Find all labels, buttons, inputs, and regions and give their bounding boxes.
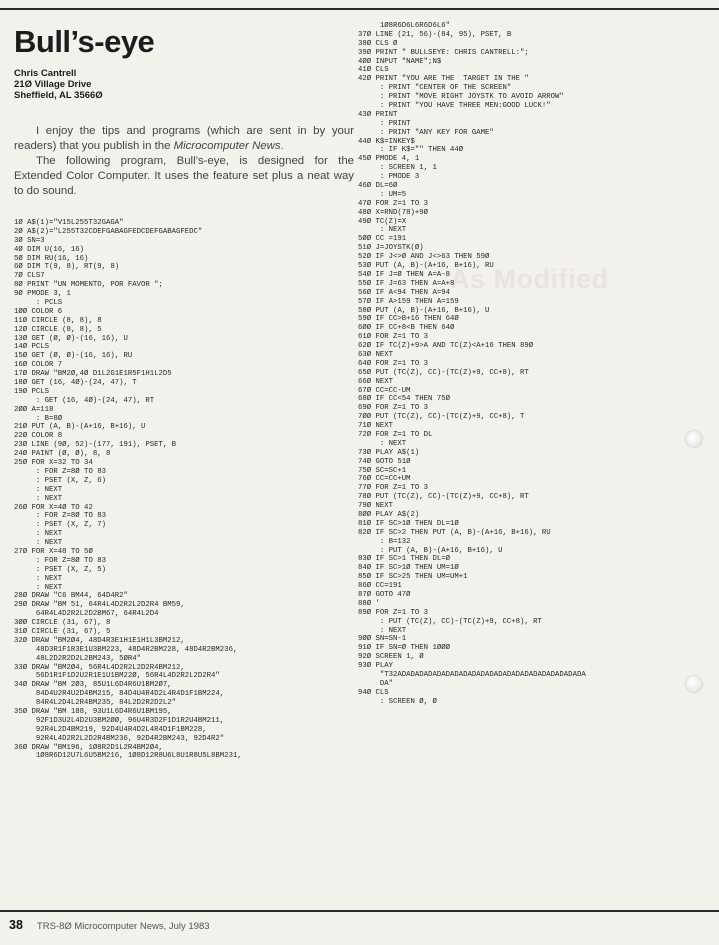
code-line: : NEXT bbox=[358, 226, 407, 235]
code-line: 2ØØ A=118 bbox=[14, 405, 54, 414]
code-line: 37Ø LINE (21, 56)-(84, 95), PSET, B bbox=[358, 30, 512, 39]
code-line: 48D3R1F1R3E1U3BM223, 48D4R2BM228, 48D4R2BM236, bbox=[14, 645, 238, 654]
page-footer bbox=[9, 918, 210, 932]
code-line: 36Ø DRAW "BM196, 1Ø8R2D1L2R4BM2Ø4, bbox=[14, 743, 163, 752]
code-line: 45Ø PMODE 4, 1 bbox=[358, 155, 420, 164]
code-line: 38Ø CLS Ø bbox=[358, 39, 398, 48]
code-line: 19Ø PCLS bbox=[14, 387, 50, 396]
code-line: 39Ø PRINT " BULLSEYE: CHRIS CANTRELL:"; bbox=[358, 48, 529, 57]
code-line: : NEXT bbox=[14, 530, 63, 539]
code-line: 65Ø PUT (TC(Z), CC)-(TC(Z)+9, CC+8), RT bbox=[358, 368, 529, 377]
code-line: : SCREEN 1, 1 bbox=[358, 164, 437, 173]
code-line: : UM=5 bbox=[358, 190, 407, 199]
code-line: 84D4U2R4U2D4BM215, 84D4U4R4D2L4R4D1F1BM224, bbox=[14, 690, 225, 699]
code-line: 8Ø PRINT "UN MOMENTO, POR FAVOR "; bbox=[14, 281, 163, 290]
code-line: 82Ø IF SC>2 THEN PUT (A, B)-(A+16, B+16), RU bbox=[358, 528, 551, 537]
bottom-rule bbox=[0, 910, 719, 912]
code-line: : PSET (X, Z, 7) bbox=[14, 521, 106, 530]
code-line: 64Ø FOR Z=1 TO 3 bbox=[358, 359, 429, 368]
code-line: 81Ø IF SC>1Ø THEN DL=1Ø bbox=[358, 519, 459, 528]
code-line: 75Ø SC=SC+1 bbox=[358, 466, 407, 475]
code-line: 93Ø PLAY bbox=[358, 662, 394, 671]
code-line: 55Ø IF J=63 THEN A=A+8 bbox=[358, 279, 455, 288]
program-listing-left bbox=[14, 219, 354, 761]
code-line: 9Ø PMODE 3, 1 bbox=[14, 290, 71, 299]
code-line: 68Ø IF CC<54 THEN 75Ø bbox=[358, 395, 450, 404]
code-line: 79Ø NEXT bbox=[358, 502, 394, 511]
code-line: 31Ø CIRCLE (31, 67), 5 bbox=[14, 627, 111, 636]
code-line: 74Ø GOTO 51Ø bbox=[358, 457, 411, 466]
right-column bbox=[358, 22, 708, 707]
code-line: 84Ø IF SC>1Ø THEN UM=1Ø bbox=[358, 564, 459, 573]
code-line: 43Ø PRINT bbox=[358, 110, 398, 119]
code-line: 67Ø CC=CC-UM bbox=[358, 386, 411, 395]
code-line: 35Ø DRAW "BM 188, 93U1L6D4R6U1BM195, bbox=[14, 707, 172, 716]
code-line: 92F1D3U2L4D2U3BM2ØØ, 96U4R3D2F1D1R2U4BM211, bbox=[14, 716, 225, 725]
code-line: 92R4L4D2R2L2D2R4BM236, 92D4R2BM243, 92D4R2" bbox=[14, 734, 225, 743]
author-block bbox=[14, 68, 354, 101]
author-street: 21Ø Village Drive bbox=[14, 79, 92, 90]
code-line: 54Ø IF J=Ø THEN A=A-8 bbox=[358, 270, 450, 279]
code-line: 42Ø PRINT "YOU ARE THE TARGET IN THE " bbox=[358, 75, 529, 84]
code-line: 6Ø DIM T(9, 8), RT(9, 8) bbox=[14, 263, 120, 272]
code-line: : GET (16, 4Ø)-(24, 47), RT bbox=[14, 396, 155, 405]
code-line: : PRINT bbox=[358, 119, 411, 128]
program-listing-right bbox=[358, 22, 708, 707]
code-line: "T32ADADADADADADADADADADADADADADADADADADADADADA bbox=[358, 671, 586, 680]
code-line: 29Ø DRAW "BM 51, 64R4L4D2R2L2D2R4 BM59, bbox=[14, 601, 185, 610]
code-line: 66Ø NEXT bbox=[358, 377, 394, 386]
code-line: 4Ø DIM U(16, 16) bbox=[14, 245, 85, 254]
code-line: : PRINT "MOVE RIGHT JOYSTK TO AVOID ARROW" bbox=[358, 93, 564, 102]
code-line: 9ØØ SN=SN-1 bbox=[358, 635, 407, 644]
code-line: 14Ø PCLS bbox=[14, 343, 50, 352]
code-line: : PRINT "CENTER OF THE SCREEN" bbox=[358, 84, 512, 93]
code-line: 69Ø FOR Z=1 TO 3 bbox=[358, 404, 429, 413]
code-line: 3ØØ CIRCLE (31, 67), 8 bbox=[14, 619, 111, 628]
code-line: 1Ø A$(1)="V15L255T32GAGA" bbox=[14, 219, 124, 227]
intro-paragraph: I enjoy the tips and programs (which are sent in by your readers) that you publish in the Microcomputer News. bbox=[14, 125, 354, 152]
code-line: 56Ø IF A<94 THEN A=94 bbox=[358, 288, 450, 297]
code-line: : NEXT bbox=[14, 583, 63, 592]
code-line: 7ØØ PUT (TC(Z), CC)-(TC(Z)+9, CC+8), T bbox=[358, 413, 525, 422]
code-line: 61Ø FOR Z=1 TO 3 bbox=[358, 333, 429, 342]
code-line: 91Ø IF SN=Ø THEN 1ØØØ bbox=[358, 644, 450, 653]
description-paragraph: The following program, Bull’s-eye, is designed for the Extended Color Computer. It uses the feature set plus a neat way to do sound. bbox=[14, 155, 354, 197]
code-line: 25Ø FOR X=32 TO 34 bbox=[14, 459, 93, 468]
code-line: 34Ø DRAW "BM 2Ø3, 85U1L6D4R6U1BM2Ø7, bbox=[14, 681, 172, 690]
code-line: 57Ø IF A>159 THEN A=159 bbox=[358, 297, 459, 306]
code-line: 32Ø DRAW "BM2Ø4, 48D4R3E1H1E1H1L3BM212, bbox=[14, 636, 185, 645]
code-line: 77Ø FOR Z=1 TO 3 bbox=[358, 484, 429, 493]
code-line: : NEXT bbox=[14, 539, 63, 548]
author-name: Chris Cantrell bbox=[14, 68, 77, 79]
publication-name: Microcomputer News bbox=[173, 140, 281, 152]
code-line: : PUT (A, B)-(A+16, B+16), U bbox=[358, 546, 503, 555]
code-line: 15Ø GET (Ø, Ø)-(16, 16), RU bbox=[14, 352, 133, 361]
code-line: 72Ø FOR Z=1 TO DL bbox=[358, 430, 433, 439]
code-line: 16Ø COLOR 7 bbox=[14, 361, 63, 370]
page-number: 38 bbox=[9, 918, 23, 932]
code-line: : FOR Z=8Ø TO 83 bbox=[14, 512, 106, 521]
code-line: 2Ø A$(2)="L255T32CDEFGABAGFEDCDEFGABAGFEDC" bbox=[14, 227, 203, 236]
author-city: Sheffield, AL 3566Ø bbox=[14, 90, 103, 101]
code-line: : NEXT bbox=[14, 494, 63, 503]
code-line: 3Ø SN=3 bbox=[14, 236, 45, 245]
code-line: 28Ø DRAW "C6 BM44, 64D4R2" bbox=[14, 592, 128, 601]
code-line: 85Ø IF SC>25 THEN UM=UM+1 bbox=[358, 573, 468, 582]
code-line: 23Ø LINE (9Ø, 52)-(177, 191), PSET, B bbox=[14, 441, 177, 450]
code-line: 71Ø NEXT bbox=[358, 422, 394, 431]
code-line: : PCLS bbox=[14, 299, 63, 308]
code-line: 1Ø8R6D6L6R6D6L6" bbox=[358, 22, 450, 30]
code-line: 89Ø FOR Z=1 TO 3 bbox=[358, 608, 429, 617]
code-line: 12Ø CIRCLE (8, 8), 5 bbox=[14, 325, 102, 334]
code-line: 51Ø J=JOYSTK(Ø) bbox=[358, 244, 424, 253]
code-line: : NEXT bbox=[14, 574, 63, 583]
code-line: 56D1R1F1D2U2R1E1U1BM22Ø, 56R4L4D2R2L2D2R4" bbox=[14, 672, 220, 681]
code-line: 84R4L2D4L2R4BM235, 84L2D2R2D2L2" bbox=[14, 699, 177, 708]
code-line: 44Ø K$=INKEY$ bbox=[358, 137, 415, 146]
code-line: : PRINT "YOU HAVE THREE MEN:GOOD LUCK!" bbox=[358, 102, 551, 111]
code-line: 92R4L2D4BM219, 92D4U4R4D2L4R4D1F1BM228, bbox=[14, 725, 207, 734]
code-line: DA" bbox=[358, 679, 394, 688]
code-line: 18Ø GET (16, 4Ø)-(24, 47), T bbox=[14, 379, 137, 388]
code-line: 87Ø GOTO 47Ø bbox=[358, 591, 411, 599]
code-line: 24Ø PAINT (Ø, Ø), 8, 8 bbox=[14, 450, 111, 459]
code-line: 62Ø IF TC(Z)+9>A AND TC(Z)<A+16 THEN 89Ø bbox=[358, 342, 534, 351]
code-line: 49Ø TC(Z)=X bbox=[358, 217, 407, 226]
code-line: 52Ø IF J<>Ø AND J<>63 THEN 59Ø bbox=[358, 253, 490, 262]
code-line: 88Ø ' bbox=[358, 599, 380, 608]
code-line: 58Ø PUT (A, B)-(A+16, B+16), U bbox=[358, 306, 490, 315]
code-line: 53Ø PUT (A, B)-(A+16, B+16), RU bbox=[358, 262, 494, 271]
code-line: : FOR Z=8Ø TO 83 bbox=[14, 556, 106, 565]
code-line: 48Ø X=RND(78)+9Ø bbox=[358, 208, 429, 217]
code-line: 64R4L4D2R2L2D2BM67, 64R4L2D4 bbox=[14, 610, 159, 619]
code-line: 76Ø CC=CC+UM bbox=[358, 475, 411, 484]
code-line: : SCREEN Ø, Ø bbox=[358, 697, 437, 706]
code-line: : IF K$="" THEN 44Ø bbox=[358, 146, 464, 155]
code-line: 48L2D2R2D2L2BM243, 5ØR4" bbox=[14, 654, 141, 663]
article-title: Bull’s-eye bbox=[14, 24, 155, 59]
code-line: : FOR Z=8Ø TO 83 bbox=[14, 467, 106, 476]
code-line: : PMODE 3 bbox=[358, 173, 420, 182]
code-line: 86Ø CC=191 bbox=[358, 582, 402, 591]
code-line: 7Ø CLS7 bbox=[14, 272, 45, 281]
code-line: 21Ø PUT (A, B)-(A+16, B+16), U bbox=[14, 423, 146, 432]
code-line: : NEXT bbox=[358, 626, 407, 635]
code-line: 59Ø IF CC>B+16 THEN 64Ø bbox=[358, 315, 459, 324]
code-line: : B=132 bbox=[358, 537, 411, 546]
top-rule bbox=[0, 8, 719, 10]
code-line: 46Ø DL=6Ø bbox=[358, 182, 398, 191]
code-line: 6ØØ IF CC+8<B THEN 64Ø bbox=[358, 324, 455, 333]
code-line: 13Ø GET (Ø, Ø)-(16, 16), U bbox=[14, 334, 128, 343]
code-line: 17Ø DRAW "BM2Ø,4Ø D1L2G1E1R5F1H1L2D5 bbox=[14, 370, 172, 379]
code-line: 27Ø FOR X=48 TO 5Ø bbox=[14, 547, 93, 556]
code-line: : PRINT "ANY KEY FOR GAME" bbox=[358, 128, 494, 137]
code-line: 5ØØ CC =191 bbox=[358, 235, 407, 244]
code-line: 4ØØ INPUT "NAME";N$ bbox=[358, 57, 442, 66]
code-line: : NEXT bbox=[358, 439, 407, 448]
code-line: 11Ø CIRCLE (8, 8), 8 bbox=[14, 316, 102, 325]
code-line: : PSET (X, Z, 6) bbox=[14, 476, 106, 485]
code-line: 5Ø DIM RU(16, 16) bbox=[14, 254, 89, 263]
background-bleed-text: As Modified bbox=[450, 264, 609, 294]
code-line: 92Ø SCREEN 1, Ø bbox=[358, 653, 424, 662]
code-line: 26Ø FOR X=4Ø TO 42 bbox=[14, 503, 93, 512]
code-line: : B=8Ø bbox=[14, 414, 63, 423]
code-line: : NEXT bbox=[14, 485, 63, 494]
publication-footer: TRS-8Ø Microcomputer News, July 1983 bbox=[36, 921, 210, 932]
code-line: 83Ø IF SC>1 THEN DL=Ø bbox=[358, 555, 450, 564]
code-line: 63Ø NEXT bbox=[358, 350, 394, 359]
left-column bbox=[14, 24, 354, 761]
code-line: 73Ø PLAY A$(1) bbox=[358, 448, 420, 457]
code-line: 94Ø CLS bbox=[358, 688, 389, 697]
code-line: 33Ø DRAW "BM2Ø4, 56R4L4D2R2L2D2R4BM212, bbox=[14, 663, 185, 672]
code-line: : PUT (TC(Z), CC)-(TC(Z)+9, CC+8), RT bbox=[358, 617, 542, 626]
code-line: 8ØØ PLAY A$(2) bbox=[358, 510, 420, 519]
code-line: 22Ø COLOR 8 bbox=[14, 432, 63, 441]
code-line: 47Ø FOR Z=1 TO 3 bbox=[358, 199, 429, 208]
code-line: : PSET (X, Z, 5) bbox=[14, 565, 106, 574]
code-line: 1Ø8R6D12U7L6U5BM216, 1Ø8D12R8U6L8U1R8U5L8BM231, bbox=[14, 752, 242, 761]
code-line: 78Ø PUT (TC(Z), CC)-(TC(Z)+9, CC+8), RT bbox=[358, 493, 529, 502]
code-line: 41Ø CLS bbox=[358, 66, 389, 75]
code-line: 1ØØ COLOR 6 bbox=[14, 307, 63, 316]
